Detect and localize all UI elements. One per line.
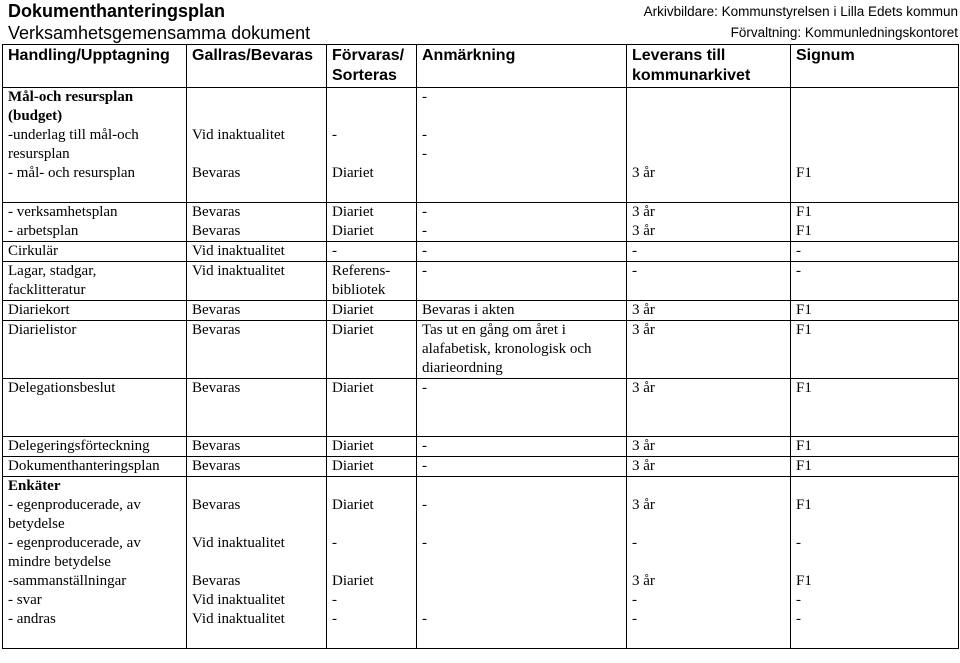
cell-line: Tas ut en gång om året i (422, 322, 566, 338)
col-header-leverans: Leverans till kommunarkivet (627, 45, 791, 88)
cell-lines (332, 242, 416, 261)
cell-line (632, 88, 790, 107)
col-header-forvaras: Förvaras/ Sorteras (327, 45, 417, 88)
cell-line: 3 år (632, 380, 655, 396)
cell-line (192, 107, 326, 126)
cell-lines (422, 321, 626, 378)
cell-line: Bevaras (192, 438, 241, 454)
cell-forvaras (327, 437, 417, 457)
cell-anmarkning (417, 301, 627, 321)
cell-line (192, 145, 326, 164)
cell-line: - (422, 497, 427, 513)
cell-line: - (632, 592, 637, 608)
cell-line: diarieordning (422, 360, 503, 376)
cell-line: betydelse (8, 516, 65, 532)
cell-lines (632, 203, 790, 241)
cell-line: Diariet (332, 223, 374, 239)
cell-lines (192, 242, 326, 261)
cell-gallras (187, 457, 327, 477)
cell-lines (8, 437, 186, 456)
cell-handling (3, 477, 187, 649)
records-table (2, 44, 959, 649)
cell-line: - (632, 611, 637, 627)
cell-handling (3, 457, 187, 477)
cell-line: Diariet (332, 438, 374, 454)
document-meta (644, 1, 958, 43)
cell-line: F1 (796, 302, 812, 318)
table-row (3, 88, 959, 203)
cell-lines (332, 88, 416, 202)
cell-line: - (422, 89, 427, 105)
cell-anmarkning (417, 457, 627, 477)
cell-signum (791, 457, 959, 477)
cell-line (332, 553, 416, 572)
cell-leverans (627, 321, 791, 379)
cell-line (632, 553, 790, 572)
cell-lines (332, 457, 416, 476)
cell-line: 3 år (632, 302, 655, 318)
cell-lines (796, 301, 958, 320)
cell-line: - egenproducerade, av (8, 497, 141, 513)
cell-lines (332, 301, 416, 320)
cell-handling (3, 321, 187, 379)
cell-line: Diariet (332, 573, 374, 589)
cell-line: F1 (796, 322, 812, 338)
cell-line (632, 126, 790, 145)
cell-line: Diariet (332, 165, 374, 181)
cell-line: bibliotek (332, 282, 386, 298)
cell-line: Bevaras (192, 204, 241, 220)
cell-line: - (632, 535, 637, 551)
cell-forvaras (327, 262, 417, 301)
table-row (3, 379, 959, 437)
cell-line: - (422, 243, 427, 259)
cell-line (632, 107, 790, 126)
cell-signum (791, 242, 959, 262)
cell-line: 3 år (632, 497, 655, 513)
cell-line (422, 164, 626, 183)
cell-line: Diariet (332, 302, 374, 318)
cell-leverans (627, 88, 791, 203)
cell-lines (422, 457, 626, 476)
cell-line: Bevaras (192, 322, 241, 338)
cell-line (192, 88, 326, 107)
cell-lines (422, 437, 626, 456)
cell-forvaras (327, 379, 417, 437)
cell-forvaras (327, 321, 417, 379)
table-row (3, 242, 959, 262)
cell-line (422, 591, 626, 610)
cell-line: Bevaras (192, 302, 241, 318)
cell-line: Vid inaktualitet (192, 611, 285, 627)
cell-lines (192, 477, 326, 629)
cell-line: 3 år (632, 438, 655, 454)
cell-line: - (332, 611, 337, 627)
cell-lines (632, 262, 790, 281)
cell-lines (632, 321, 790, 340)
cell-lines (796, 379, 958, 398)
cell-line: Bevaras (192, 458, 241, 474)
cell-forvaras (327, 242, 417, 262)
cell-anmarkning (417, 203, 627, 242)
cell-lines (422, 242, 626, 261)
cell-line (332, 183, 416, 202)
cell-lines (422, 379, 626, 398)
cell-lines (8, 457, 186, 476)
cell-line: F1 (796, 573, 812, 589)
cell-lines (796, 321, 958, 340)
cell-handling (3, 379, 187, 437)
cell-line (422, 553, 626, 572)
cell-handling (3, 301, 187, 321)
cell-leverans (627, 262, 791, 301)
cell-line: - (422, 263, 427, 279)
cell-line: F1 (796, 223, 812, 239)
cell-line (192, 477, 326, 496)
cell-line: 3 år (632, 573, 655, 589)
cell-lines (332, 379, 416, 398)
table-row (3, 457, 959, 477)
cell-lines (192, 321, 326, 340)
cell-forvaras (327, 457, 417, 477)
cell-line: 3 år (632, 204, 655, 220)
cell-line (796, 477, 958, 496)
table-row (3, 321, 959, 379)
cell-handling (3, 88, 187, 203)
cell-line: - andras (8, 611, 56, 627)
cell-gallras (187, 477, 327, 649)
cell-lines (632, 379, 790, 398)
cell-line: - verksamhetsplan (8, 204, 118, 220)
col-header-handling: Handling/Upptagning (3, 45, 187, 88)
cell-line: - (796, 243, 801, 259)
cell-line: Bevaras (192, 380, 241, 396)
cell-line (796, 183, 958, 202)
cell-line: F1 (796, 438, 812, 454)
cell-lines (192, 88, 326, 202)
cell-lines (332, 321, 416, 340)
cell-handling (3, 437, 187, 457)
cell-line: - (332, 243, 337, 259)
cell-line: Bevaras (192, 497, 241, 513)
cell-line: - (422, 127, 427, 143)
cell-lines (632, 477, 790, 629)
cell-line: - (422, 458, 427, 474)
cell-lines (632, 301, 790, 320)
cell-lines (192, 457, 326, 476)
cell-line: Dokumenthanteringsplan (8, 458, 160, 474)
cell-anmarkning (417, 477, 627, 649)
cell-lines (422, 301, 626, 320)
cell-leverans (627, 203, 791, 242)
cell-handling (3, 242, 187, 262)
cell-line: - (796, 611, 801, 627)
cell-line (632, 183, 790, 202)
cell-line (632, 477, 790, 496)
cell-line: alafabetisk, kronologisk och (422, 341, 592, 357)
cell-handling (3, 262, 187, 301)
cell-line (422, 572, 626, 591)
col-header-gallras: Gallras/Bevaras (187, 45, 327, 88)
cell-line: Diariet (332, 497, 374, 513)
cell-lines (332, 262, 416, 300)
cell-line: Delegationsbeslut (8, 380, 116, 396)
cell-line (332, 88, 416, 107)
cell-lines (192, 262, 326, 281)
cell-line: - (332, 592, 337, 608)
cell-line (632, 515, 790, 534)
cell-line: facklitteratur (8, 282, 86, 298)
cell-lines (332, 203, 416, 241)
cell-line (192, 553, 326, 572)
cell-line: 3 år (632, 458, 655, 474)
cell-line: - (422, 204, 427, 220)
cell-gallras (187, 437, 327, 457)
cell-line (422, 477, 626, 496)
cell-lines (796, 457, 958, 476)
cell-line: - mål- och resursplan (8, 165, 136, 181)
archiver-label: Arkivbildare: Kommunstyrelsen i Lilla Edets kommun (643, 4, 958, 19)
cell-leverans (627, 379, 791, 437)
cell-gallras (187, 262, 327, 301)
cell-lines (796, 242, 958, 261)
cell-line: -underlag till mål-och (8, 127, 139, 143)
cell-line: Cirkulär (8, 243, 58, 259)
cell-line: (budget) (8, 108, 63, 124)
cell-line: Diariet (332, 458, 374, 474)
cell-line: Diariekort (8, 302, 70, 318)
cell-gallras (187, 301, 327, 321)
cell-line (796, 88, 958, 107)
cell-line: Diarielistor (8, 322, 77, 338)
cell-line: Bevaras (192, 573, 241, 589)
cell-line (796, 126, 958, 145)
cell-line: - (632, 243, 637, 259)
cell-leverans (627, 301, 791, 321)
cell-line (796, 145, 958, 164)
col-header-anmarkning: Anmärkning (417, 45, 627, 88)
cell-lines (8, 242, 186, 261)
cell-line (192, 515, 326, 534)
cell-line: - (422, 380, 427, 396)
cell-line: F1 (796, 497, 812, 513)
cell-line (422, 515, 626, 534)
cell-lines (192, 203, 326, 241)
cell-line: Lagar, stadgar, (8, 263, 97, 279)
cell-gallras (187, 242, 327, 262)
cell-handling (3, 203, 187, 242)
cell-lines (632, 457, 790, 476)
cell-line: Bevaras (192, 165, 241, 181)
cell-line (8, 398, 186, 417)
cell-line: - svar (8, 592, 42, 608)
cell-line: Mål-och resursplan (8, 89, 134, 105)
cell-forvaras (327, 203, 417, 242)
document-header (8, 0, 310, 44)
cell-lines (8, 477, 186, 648)
cell-anmarkning (417, 379, 627, 437)
cell-line (632, 145, 790, 164)
cell-lines (422, 262, 626, 281)
cell-lines (192, 301, 326, 320)
cell-line: F1 (796, 204, 812, 220)
cell-line: Referens- (332, 263, 391, 279)
cell-line: -sammanställningar (8, 573, 127, 589)
cell-line (332, 145, 416, 164)
cell-lines (632, 242, 790, 261)
cell-line (192, 183, 326, 202)
cell-signum (791, 321, 959, 379)
cell-line: - (422, 535, 427, 551)
cell-line: 3 år (632, 322, 655, 338)
cell-line: - (422, 146, 427, 162)
col-header-signum: Signum (791, 45, 959, 88)
cell-lines (796, 203, 958, 241)
cell-lines (332, 477, 416, 629)
cell-anmarkning (417, 321, 627, 379)
cell-line: Enkäter (8, 478, 61, 494)
cell-leverans (627, 242, 791, 262)
cell-anmarkning (417, 242, 627, 262)
cell-line (332, 107, 416, 126)
cell-line (796, 553, 958, 572)
cell-lines (8, 321, 186, 340)
cell-line: Vid inaktualitet (192, 127, 285, 143)
cell-line (796, 515, 958, 534)
cell-line: mindre betydelse (8, 554, 111, 570)
cell-line (8, 417, 186, 436)
cell-signum (791, 477, 959, 649)
cell-lines (422, 477, 626, 629)
cell-anmarkning (417, 88, 627, 203)
cell-lines (796, 437, 958, 456)
cell-anmarkning (417, 437, 627, 457)
cell-line: - (796, 535, 801, 551)
cell-lines (796, 477, 958, 629)
cell-signum (791, 262, 959, 301)
cell-line (796, 107, 958, 126)
cell-lines (796, 262, 958, 281)
cell-line: 3 år (632, 223, 655, 239)
cell-lines (8, 379, 186, 436)
cell-lines (422, 88, 626, 202)
cell-line (8, 183, 186, 202)
cell-line (332, 515, 416, 534)
cell-leverans (627, 437, 791, 457)
cell-forvaras (327, 477, 417, 649)
cell-line: Vid inaktualitet (192, 263, 285, 279)
cell-line: - egenproducerade, av (8, 535, 141, 551)
cell-line (332, 477, 416, 496)
cell-line: Diariet (332, 380, 374, 396)
cell-lines (332, 437, 416, 456)
cell-signum (791, 379, 959, 437)
cell-lines (192, 379, 326, 398)
cell-line: - (796, 592, 801, 608)
cell-line: Delegeringsförteckning (8, 438, 150, 454)
cell-line: F1 (796, 380, 812, 396)
cell-line: Bevaras i akten (422, 302, 515, 318)
cell-forvaras (327, 88, 417, 203)
cell-line: Vid inaktualitet (192, 535, 285, 551)
cell-line: - (796, 263, 801, 279)
cell-line: F1 (796, 165, 812, 181)
table-row (3, 301, 959, 321)
cell-signum (791, 437, 959, 457)
cell-lines (8, 262, 186, 300)
cell-gallras (187, 203, 327, 242)
cell-line: Vid inaktualitet (192, 592, 285, 608)
cell-lines (8, 301, 186, 320)
cell-line: resursplan (8, 146, 70, 162)
cell-line: - (422, 611, 427, 627)
cell-gallras (187, 321, 327, 379)
cell-lines (422, 203, 626, 241)
cell-gallras (187, 88, 327, 203)
cell-line: - (332, 127, 337, 143)
table-row (3, 437, 959, 457)
cell-lines (192, 437, 326, 456)
cell-gallras (187, 379, 327, 437)
cell-line (8, 629, 186, 648)
cell-line: Diariet (332, 322, 374, 338)
cell-line: - (422, 223, 427, 239)
cell-lines (8, 203, 186, 241)
cell-signum (791, 88, 959, 203)
cell-line: 3 år (632, 165, 655, 181)
cell-lines (8, 88, 186, 202)
cell-line: Bevaras (192, 223, 241, 239)
cell-lines (632, 88, 790, 202)
cell-line: - (422, 438, 427, 454)
table-row (3, 477, 959, 649)
cell-line: - (632, 263, 637, 279)
cell-signum (791, 301, 959, 321)
document-subtitle: Verksamhetsgemensamma dokument (8, 23, 311, 43)
administration-label: Förvaltning: Kommunledningskontoret (730, 25, 958, 40)
cell-signum (791, 203, 959, 242)
cell-leverans (627, 457, 791, 477)
table-row (3, 262, 959, 301)
cell-line: - arbetsplan (8, 223, 79, 239)
table-row (3, 203, 959, 242)
cell-lines (632, 437, 790, 456)
document-title: Dokumenthanteringsplan (8, 1, 226, 21)
cell-line (422, 183, 626, 202)
cell-forvaras (327, 301, 417, 321)
cell-lines (796, 88, 958, 202)
cell-line: Diariet (332, 204, 374, 220)
cell-anmarkning (417, 262, 627, 301)
cell-line (422, 107, 626, 126)
table-header-row (3, 45, 959, 88)
cell-line: - (332, 535, 337, 551)
cell-leverans (627, 477, 791, 649)
cell-line: Vid inaktualitet (192, 243, 285, 259)
cell-line: F1 (796, 458, 812, 474)
